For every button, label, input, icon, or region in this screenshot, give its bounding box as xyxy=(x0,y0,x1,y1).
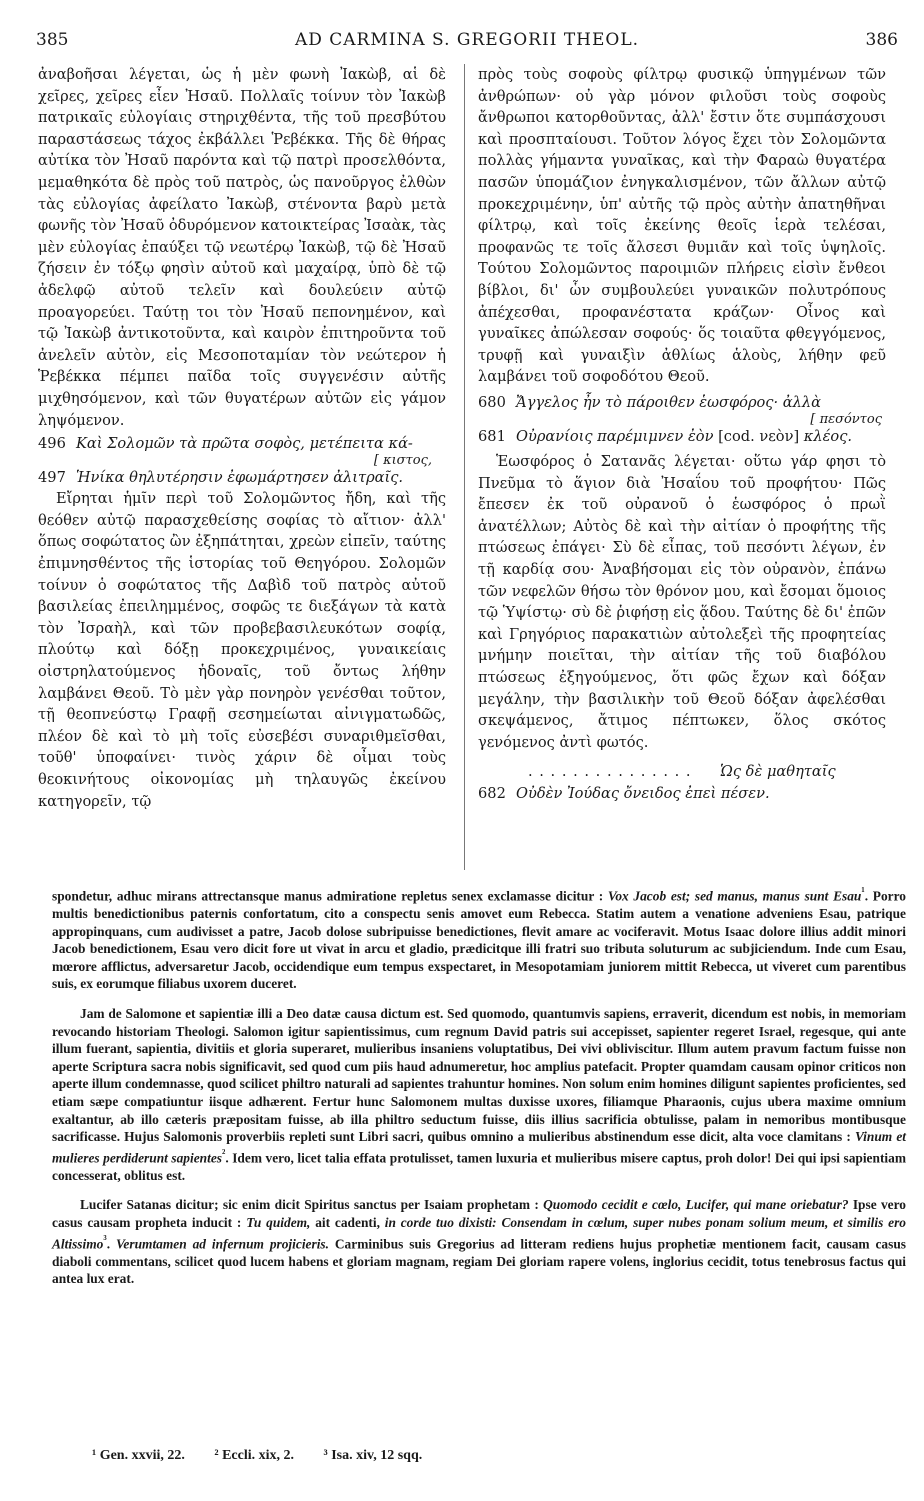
verse-text: Καὶ Σολομῶν τὰ πρῶτα σοφὸς, μετέπειτα κά- xyxy=(76,435,413,453)
verse-line xyxy=(478,426,886,448)
latin-paragraph xyxy=(52,1005,906,1184)
verse-number: 682 xyxy=(478,785,506,802)
latin-text: spondetur, adhuc mirans attrectansque manus admiratione repletus senex exclamasse dicitur : xyxy=(52,888,604,904)
ellipsis-dots: . . . . . . . . . . . . . . . xyxy=(528,763,692,781)
verse-line xyxy=(38,433,446,455)
greek-paragraph: ἀναβοῆσαι λέγεται, ὡς ἡ μὲν φωνὴ Ἰακὼβ, αἱ δὲ χεῖρες, χεῖρες εἶεν Ἠσαῦ. Πολλαῖς τοίνυν τὸν Ἰακὼβ πατρικαῖς εὐλογίαις στηριχθέντα, τῆς τοῦ πρεσβύτου παραστάσεως τάχος ἐκβάλλει Ῥεβέκκα. Τῆς δὲ θήρας αὐτίκα τὸν Ἠσαῦ παρόντα καὶ τῷ πατρὶ προσελθόντα, μεμαθηκότα δὲ πρὸς τοῦ πατρὸς, ὡς πανοῦργος ἐλθὼν τὰς εὐλογίας ἀφείλατο Ἰακὼβ, στένοντα βαρὺ μετὰ φωνῆς τὸν Ἠσαῦ ὀδυρόμενον κατοικτείρας Ἰσαὰκ, τὰς μὲν εὐλογίας ἐπαύξει τῷ νεωτέρῳ Ἰακὼβ, τῷ δὲ Ἠσαῦ ζήσειν ἐν τόξῳ φησὶν αὐτοῦ καὶ μαχαίρᾳ, ὑπὸ δὲ τῷ ἀδελφῷ αὐτοῦ τελεῖν καὶ δουλεύειν αὐτῷ προαγορεύει. Ταύτῃ τοι τὸν Ἠσαῦ πεπονημένον, καὶ τῷ Ἰακὼβ ἀντικοτοῦντα, καὶ καιρὸν ἐπιτηροῦντα τοῦ ἀνελεῖν αὐτὸν, εἰς Μεσοποταμίαν τὸν νεώτερον ἡ Ῥεβέκκα πέμπει παῖδα τοῖς συγγενέσιν αὐτῆς μιχθησόμενον, καὶ τῶν θυγατέρων αὐτῶν εἰς γάμον ληψόμενον. xyxy=(38,66,446,429)
verse-line xyxy=(478,392,886,414)
verse-text-end: κλέος. xyxy=(803,427,853,445)
verse-continuation: [ κιστος, xyxy=(373,452,432,468)
footnote: ³ Isa. xiv, 12 sqq. xyxy=(323,1448,423,1463)
footnote: ¹ Gen. xxvii, 22. xyxy=(92,1448,185,1463)
latin-quote: Tu quidem, xyxy=(246,1215,311,1231)
latin-text: . xyxy=(106,1236,111,1252)
verse-number: 497 xyxy=(38,468,66,486)
page-number-left: 385 xyxy=(36,30,69,50)
latin-text: Lucifer Satanas dicitur; sic enim dicit Spiritus sanctus per Isaiam prophetam : xyxy=(80,1197,539,1213)
latin-quote: in corde tuo dixisti: Consendam in cœlum, super nubes ponam solium meum, et similis ero Altissimo xyxy=(52,1215,906,1252)
latin-quote: Quomodo cecidit e cœlo, Lucifer, qui mane oriebatur? xyxy=(543,1197,849,1213)
running-title: AD CARMINA S. GREGORII THEOL. xyxy=(294,30,640,50)
latin-paragraph xyxy=(52,884,906,993)
greek-column-left xyxy=(38,64,446,812)
latin-text: . Idem vero, licet talia effata protulisset, tamen luxuria et mulieribus misere captus, proh dolor! Dei qui ipsi sapientiam concesserat, oblitus est. xyxy=(52,1150,906,1183)
latin-translation xyxy=(52,884,906,1288)
latin-text: ait cadenti, xyxy=(315,1215,380,1231)
verse-line xyxy=(38,467,446,489)
latin-quote: Verumtamen ad infernum projicieris. xyxy=(115,1236,329,1252)
verse-text: Ἄγγελος ἦν τὸ πάροιθεν ἑωσφόρος· ἀλλὰ xyxy=(516,393,821,411)
latin-quote: Vox Jacob est; sed manus, manus sunt Esau xyxy=(607,888,862,904)
verse-number: 680 xyxy=(478,393,506,411)
greek-paragraph: Ἑωσφόρος ὁ Σατανᾶς λέγεται· οὕτω γάρ φησι τὸ Πνεῦμα τὸ ἅγιον διὰ Ἠσαΐου τοῦ προφήτου· Πῶς ἔπεσεν ἐκ τοῦ οὐρανοῦ ὁ ἑωσφόρος ὁ πρωῒ ἀνατέλλων; Αὐτὸς δὲ καὶ τὴν αἰτίαν ὁ προφήτης τῆς πτώσεως ἐπάγει· Σὺ δὲ εἶπας, τοῦ πεσόντι λέγων, ἐν τῇ καρδίᾳ σου· Ἀναβήσομαι εἰς τὸν οὐρανὸν, ἐπάνω τῶν νεφελῶν θήσω τὸν θρόνον μου, καὶ ἔσομαι ὅμοιος τῷ Ὑψίστῳ· σὺ δὲ ῥιφήσῃ εἰς ᾅδου. Ταύτης δὲ δι' ἐπῶν καὶ Γρηγόριος παρακατιὼν αὐτολεξεὶ τῆς προφητείας μνήμην ποιεῖται, τὴν αἰτίαν τῆς τοῦ διαβόλου πτώσεως ἐξηγούμενος, ὅτι φῶς ἔχων καὶ δόξαν μεγάλην, τὴν βασιλικὴν τοῦ Θεοῦ δόξαν ἀφελέσθαι σκεψάμενος, ἄτιμος πέπτωκεν, ὅλος σκότος γενόμενος ἀντὶ φωτός. xyxy=(478,453,886,751)
footnote-ref: ³ xyxy=(103,1233,107,1246)
latin-paragraph xyxy=(52,1196,906,1287)
footnote-ref: ² xyxy=(221,1147,226,1160)
verse-text: Οὐρανίοις παρέμιμνεν ἐὸν xyxy=(516,427,714,445)
verse-continuation: [ πεσόντος xyxy=(810,411,882,427)
verse-text: Ἡνίκα θηλυτέρησιν ἐφωμάρτησεν ἀλιτραῖς. xyxy=(76,468,404,486)
column-divider xyxy=(464,64,465,870)
verse-text: Οὐδὲν Ἰούδας ὄνειδος ἐπεὶ πέσεν. xyxy=(516,785,770,802)
latin-text: Ipse vero casus causam propheta inducit : xyxy=(52,1197,907,1231)
verse-line xyxy=(478,761,886,783)
latin-text: Jam de Salomone et sapientiæ illi a Deo datæ causa dictum est. Sed quomodo, quantumvis sapiens, erraverit, dicendum est nobis, in memoriam revocando historiam Theologi. Salomon igitur sapientissimus, cum regnum David patris sui accepisset, sapienter regeret Israel, regesque, qui ante illum fuerant, sapientia, divitiis et gloria superaret, mulieribus insaniens voluptatibus, Dei vivi obliviscitur. Illum autem pravum factum fuisse non aperte Scriptura sacra nobis significavit, sed quod cum piis haud adnumeretur, hoc amplius patefacit. Propter quamdam causam opinor criticos non aperte illum condemnasse, quod scilicet philtro naturali ad sapientes trahuntur homines. Non solum enim homines diligunt sapientes proficientes, sed etiam sæpe compatiuntur iisque adhærent. Fertur hunc Salomonem multas duxisse uxores, filiamque Pharaonis, cujus ubera maxime omnium exaltantur, ab illo cæteris præpositam fuisse, ab illa philtro seductum fuisse, diis illius sacrificia obtulisse, palam in nemoribus montibusque sacrificasse. Hujus Salomonis proverbiis repleti sunt Libri sacri, quibus omnino a mulieribus abstinendum esse dicit, alta voce clamitans : xyxy=(52,1006,906,1145)
latin-text: . Porro multis benedictionibus paternis confortatum, cito a conspectu senis amovet eum Rebecca. Statim autem a venatione adveniens Esau, patrique appropinquans, cum audivisset a patre, Jacob dolose subripuisse benedictiones, flevit amare ac vociferavit. Motus Isaac dolore illius addit minori Jacob benedictionem, Esau vero dicit fore ut vivat in arcu et gladio, prædicitque illi fratri suo tributa soluturum ac subjiciendum. Inde cum Esau, mœrore afflictus, adversaretur Jacob, occidendique eum tempus exspectaret, in Mesopotamiam juniorem mittit Rebecca, ut viveret cum parentibus suis, ex eorumque filiabus uxorem duceret. xyxy=(52,888,906,992)
verse-text: Ὡς δὲ μαθηταῖς xyxy=(720,763,836,781)
greek-paragraph: πρὸς τοὺς σοφοὺς φίλτρῳ φυσικῷ ὑπηγμένων τῶν ἀνθρώπων· οὐ γὰρ μόνον φιλοῦσι τοὺς σοφοὺς ἄνθρωποι κατορθοῦντας, ἀλλ' ἔστιν ὅτε συμπάσχουσι καὶ προσπταίουσι. Τοῦτον λόγος ἔχει τὸν Σολομῶντα πολλὰς γήμαντα γυναῖκας, καὶ τὴν Φαραὼ θυγατέρα πασῶν ὑπομάζιον ἐνηγκαλισμένον, τῶν ἄλλων αὐτῷ προκεχριμένην, ὑπ' αὐτῆς τῷ πρὸς αὐτὴν ἀπατηθῆναι φίλτρῳ, καὶ τοῖς ἐκείνης θεοῖς ἱερὰ τελέσαι, προφανῶς τε τοῖς ἄλσεσι θυμιᾶν καὶ τοῖς ὑψηλοῖς. Τούτου Σολομῶντος παροιμιῶν πλήρεις εἰσὶν ἔνθεοι βίβλοι, δι' ὧν συμβουλεύει γυναικῶν πολυτρόπους ἀπέχεσθαι, προφανέστατα κράζων· Οἶνος καὶ γυναῖκες ἀπώλεσαν σοφούς· ὅς τοιαῦτα φθεγγόμενος, τρυφῇ καὶ γυναιξὶν ἀθλίως ἁλοὺς, λήθην φεῦ λαμβάνει τοῦ σοφοδότου Θεοῦ. xyxy=(478,66,886,386)
footnotes xyxy=(92,1448,448,1464)
verse-line xyxy=(478,783,886,805)
page-number-right: 386 xyxy=(865,30,898,50)
footnote-ref: ¹ xyxy=(861,886,865,898)
latin-quote: Vinum et mulieres perdiderunt sapientes xyxy=(52,1129,906,1166)
verse-codex-note: [cod. νεὸν] xyxy=(718,427,800,445)
verse-number: 496 xyxy=(38,435,66,453)
footnote: ² Eccli. xix, 2. xyxy=(214,1448,295,1463)
greek-paragraph: Εἴρηται ἡμῖν περὶ τοῦ Σολομῶντος ἤδη, καὶ τῆς θεόθεν αὐτῷ παρασχεθείσης σοφίας τὸ αἴτιον· ἀλλ' ὅπως σοφώτατος ὢν ἐξηπάτηται, χρεὼν εἰπεῖν, ταύτης ἐπιμνησθέντος τῆς ἱστορίας τοῦ Θεηγόρου. Σολομῶν τοίνυν ὁ σοφώτατος τῆς Δαβὶδ τοῦ πατρὸς αὐτοῦ βασιλείας ἐπειλημμένος, σοφῶς τε διεξάγων τὰ κατὰ τὸν Ἰσραὴλ, καὶ τῶν προβεβασιλευκότων σοφίᾳ, πλούτῳ καὶ δόξῃ προκεχριμένος, γυναικείαις οἰστρηλατούμενος ἡδοναῖς, τοῦ ὄντως λήθην λαμβάνει Θεοῦ. Τὸ μὲν γὰρ πονηρὸν γενέσθαι τοῦτον, τῇ θεοπνεύστῳ Γραφῇ σεσημείωται αἰνιγματωδῶς, πλέον δὲ καὶ τὸ μὴ τοῖς εὐσεβέσι συναριθμεῖσθαι, τοῦθ' ὑποφαίνει· τινὸς χάριν δὲ οἶμαι τοὺς θεοκινήτους οἰκονομίας μὴ τηλαυγῶς ἐκείνου κατηγορεῖν, τῷ xyxy=(38,490,446,810)
latin-text: Carminibus suis Gregorius ad litteram rediens hujus prophetiæ mentionem facit, causam casus diaboli commentans, scilicet quod lucem habens et gloriam magnam, regiam Dei gloriam rapere volens, inglorius cecidit, totus tenebrosus factus qui antea lux erat. xyxy=(52,1236,906,1287)
verse-number: 681 xyxy=(478,427,506,445)
greek-column-right xyxy=(478,64,886,805)
page-header xyxy=(36,30,898,54)
